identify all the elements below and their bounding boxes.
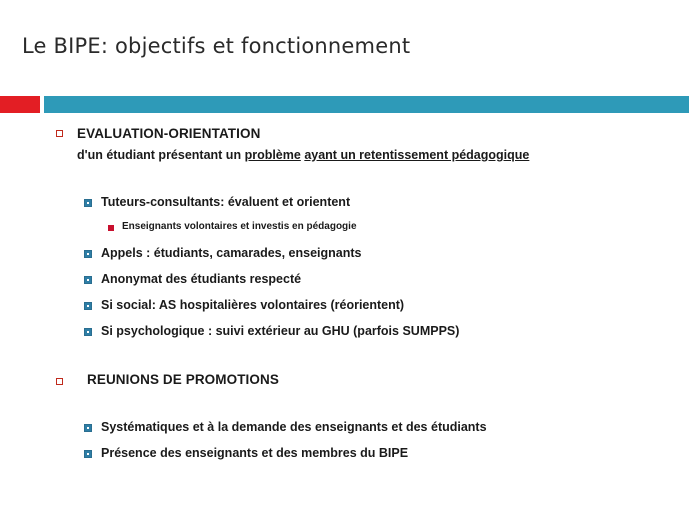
square-bullet-icon (84, 250, 92, 258)
subline-prefix: d'un étudiant présentant un (77, 148, 245, 162)
square-bullet-icon (84, 328, 92, 336)
list-item: Systématiques et à la demande des enseignants et des étudiants (101, 420, 487, 434)
sub-list-item: Enseignants volontaires et investis en pédagogie (122, 221, 357, 232)
accent-bar-red (0, 96, 40, 113)
slide-title: Le BIPE: objectifs et fonctionnement (22, 34, 411, 58)
hollow-square-bullet-icon (56, 130, 63, 137)
section-subline (77, 148, 529, 162)
list-item: Si psychologique : suivi extérieur au GHU (parfois SUMPPS) (101, 324, 460, 338)
section-heading-evaluation: EVALUATION-ORIENTATION (77, 126, 261, 141)
accent-bar-teal (44, 96, 689, 113)
square-bullet-icon (84, 199, 92, 207)
small-square-bullet-icon (108, 225, 114, 231)
list-item: Anonymat des étudiants respecté (101, 272, 302, 286)
section-heading-reunions: REUNIONS DE PROMOTIONS (87, 372, 279, 387)
square-bullet-icon (84, 424, 92, 432)
subline-underlined-impact: ayant un retentissement pédagogique (304, 148, 530, 162)
square-bullet-icon (84, 276, 92, 284)
list-item: Présence des enseignants et des membres du BIPE (101, 446, 409, 460)
square-bullet-icon (84, 302, 92, 310)
list-item: Appels : étudiants, camarades, enseignants (101, 246, 362, 260)
subline-underlined-problem: problème (244, 148, 301, 162)
list-item: Si social: AS hospitalières volontaires (réorientent) (101, 298, 405, 312)
square-bullet-icon (84, 450, 92, 458)
list-item: Tuteurs-consultants: évaluent et orientent (101, 195, 351, 209)
hollow-square-bullet-icon (56, 378, 63, 385)
